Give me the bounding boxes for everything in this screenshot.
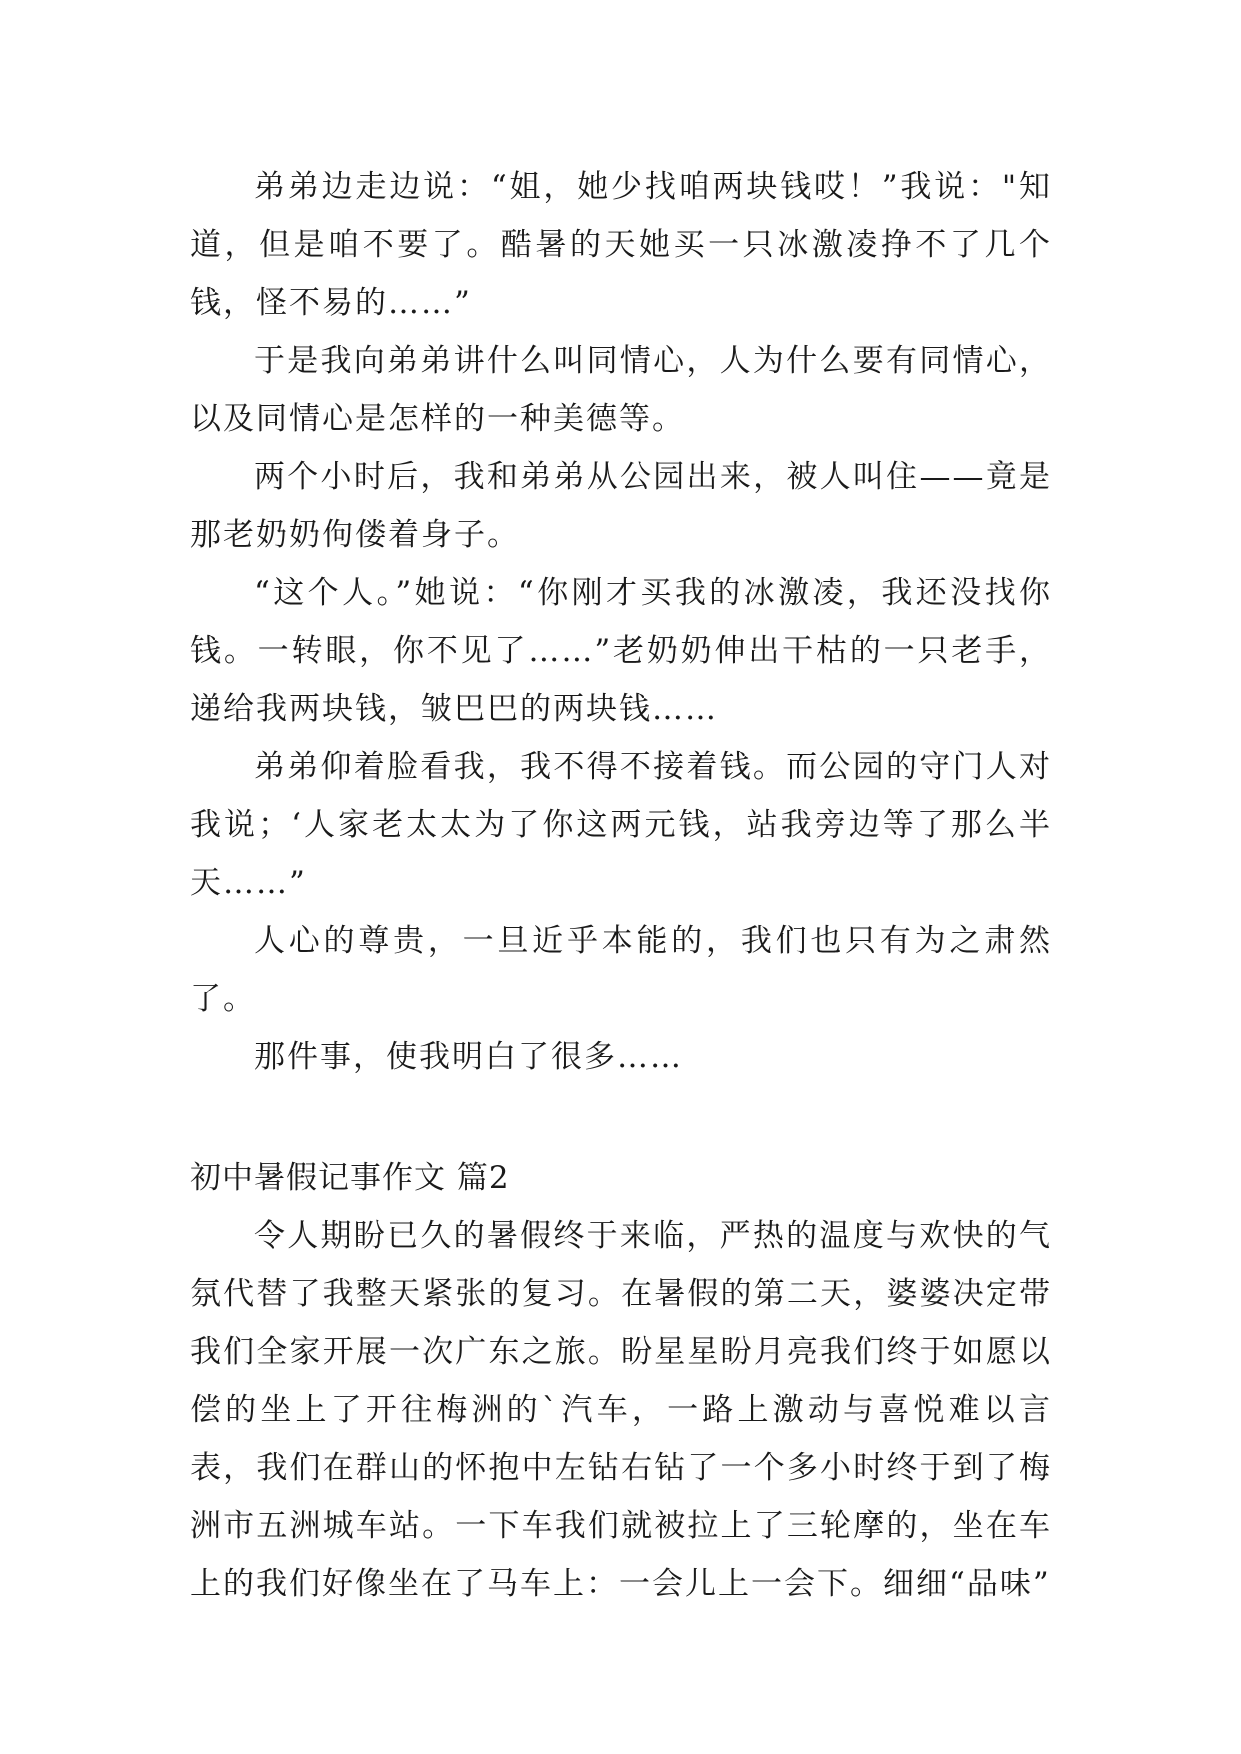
paragraph: 那件事，使我明白了很多……	[254, 1039, 683, 1075]
paragraph: 弟弟边走边说：“姐，她少找咱两块钱哎！”我说："知道，但是咱不要了。酷暑的天她买一只冰激凌挣不了几个钱，怪不易的……”	[190, 169, 1052, 321]
paragraph: 弟弟仰着脸看我，我不得不接着钱。而公园的守门人对我说；‘人家老太太为了你这两元钱，站我旁边等了那么半天……”	[190, 749, 1052, 901]
document-body	[190, 158, 1052, 1613]
paragraph: 人心的尊贵，一旦近乎本能的，我们也只有为之肃然了。	[190, 923, 1052, 1017]
paragraph: 于是我向弟弟讲什么叫同情心，人为什么要有同情心，以及同情心是怎样的一种美德等。	[190, 343, 1052, 437]
section-heading: 初中暑假记事作文 篇2	[190, 1160, 510, 1196]
paragraph: “这个人。”她说：“你刚才买我的冰激凌，我还没找你钱。一转眼，你不见了……”老奶奶伸出干枯的一只老手，递给我两块钱，皱巴巴的两块钱……	[190, 575, 1052, 727]
paragraph: 令人期盼已久的暑假终于来临，严热的温度与欢快的气氛代替了我整天紧张的复习。在暑假的第二天，婆婆决定带我们全家开展一次广东之旅。盼星星盼月亮我们终于如愿以偿的坐上了开往梅洲的`汽车，一路上激动与喜悦难以言表，我们在群山的怀抱中左钻右钻了一个多小时终于到了梅洲市五洲城车站。一下车我们就被拉上了三轮摩的，坐在车上的我们好像坐在了马车上：一会儿上一会下。细细“品味”	[190, 1218, 1052, 1602]
paragraph: 两个小时后，我和弟弟从公园出来，被人叫住——竟是那老奶奶佝偻着身子。	[190, 459, 1052, 553]
